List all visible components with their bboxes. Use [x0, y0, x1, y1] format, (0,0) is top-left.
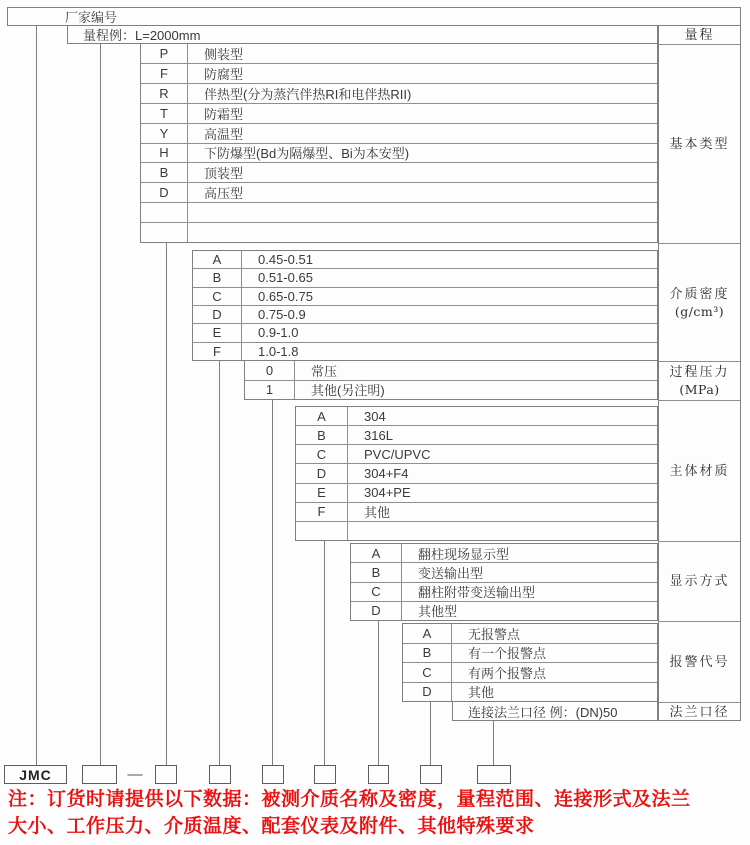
table-row: T 防霜型 [141, 104, 657, 124]
table-row-empty [141, 223, 657, 242]
table-row: C 0.65-0.75 [193, 288, 657, 306]
manufacturer-code-label: 厂家编号 [65, 10, 118, 25]
table-row-empty [296, 522, 657, 540]
connector-line [100, 44, 101, 766]
section-label-flange-size: 法兰口径 [669, 705, 730, 720]
alarm-code-table [402, 623, 658, 702]
medium-density-table [192, 250, 658, 361]
table-row: 1 其他(另注明) [245, 381, 657, 400]
table-row: B 变送输出型 [351, 563, 657, 582]
process-pressure-table [244, 360, 658, 400]
table-row: 0 常压 [245, 361, 657, 381]
order-note-line2: 大小、工作压力、介质温度、配套仪表及附件、其他特殊要求 [8, 816, 535, 837]
basic-type-table [140, 43, 658, 243]
table-row: E 304+PE [296, 484, 657, 503]
manufacturer-code-row [7, 7, 741, 26]
table-row: A 无报警点 [403, 624, 657, 644]
table-row: D 其他型 [351, 602, 657, 620]
table-row: B 顶装型 [141, 163, 657, 183]
connector-line [324, 541, 325, 766]
table-row: A 304 [296, 407, 657, 426]
model-code-box-flange [477, 765, 511, 784]
model-code-box-basic-type [155, 765, 177, 784]
table-row: B 0.51-0.65 [193, 269, 657, 287]
model-code-dash: — [127, 766, 143, 783]
table-row: F 1.0-1.8 [193, 343, 657, 360]
table-row: Y 高温型 [141, 124, 657, 144]
table-row: H 下防爆型(Bd为隔爆型、Bi为本安型) [141, 144, 657, 164]
table-row: E 0.9-1.0 [193, 324, 657, 342]
table-row: D 其他 [403, 683, 657, 702]
section-label-display-mode: 显示方式 [659, 542, 740, 622]
display-mode-table [350, 543, 658, 621]
flange-size-row [452, 701, 658, 721]
model-prefix-box: JMC [4, 765, 67, 784]
model-code-box-range [82, 765, 117, 784]
connector-line [166, 243, 167, 766]
section-label-process-pressure: 过程压力 (MPa) [659, 362, 740, 401]
order-note-line1: 注：订货时请提供以下数据：被测介质名称及密度，量程范围、连接形式及法兰 [8, 789, 691, 810]
table-row: A 0.45-0.51 [193, 251, 657, 269]
connector-line [219, 361, 220, 766]
model-code-box-density [209, 765, 231, 784]
model-code-box-alarm [420, 765, 442, 784]
section-label-alarm-code: 报警代号 [659, 622, 740, 703]
table-row: P 侧装型 [141, 44, 657, 64]
section-label-body-material: 主体材质 [659, 401, 740, 542]
connector-line [272, 400, 273, 766]
table-row-empty [141, 203, 657, 223]
table-row: D 0.75-0.9 [193, 306, 657, 324]
table-row: C 翻柱附带变送输出型 [351, 583, 657, 602]
table-row: B 316L [296, 426, 657, 445]
connector-line [430, 702, 431, 766]
model-code-box-pressure [262, 765, 284, 784]
connector-line [493, 721, 494, 766]
table-row: F 其他 [296, 503, 657, 522]
section-label-range: 量程 [659, 26, 740, 45]
table-row: B 有一个报警点 [403, 644, 657, 664]
table-row: A 翻柱现场显示型 [351, 544, 657, 563]
connector-line [36, 26, 37, 766]
table-row: C 有两个报警点 [403, 663, 657, 683]
table-row: R 伴热型(分为蒸汽伴热RI和电伴热RII) [141, 84, 657, 104]
table-row: D 304+F4 [296, 464, 657, 483]
body-material-table [295, 406, 658, 541]
section-label-basic-type: 基本类型 [659, 45, 740, 244]
flange-size-text: 连接法兰口径 例：(DN)50 [468, 704, 618, 720]
range-example-label: 量程例：L=2000mm [83, 28, 201, 43]
range-example-row [67, 25, 658, 44]
model-code-box-display [368, 765, 389, 784]
section-label-column [658, 25, 741, 721]
model-code-box-material [314, 765, 336, 784]
table-row: C PVC/UPVC [296, 445, 657, 464]
section-label-medium-density: 介质密度 (g/cm³) [659, 244, 740, 362]
order-note [8, 786, 746, 840]
table-row: F 防腐型 [141, 64, 657, 84]
table-row: D 高压型 [141, 183, 657, 203]
connector-line [378, 621, 379, 766]
